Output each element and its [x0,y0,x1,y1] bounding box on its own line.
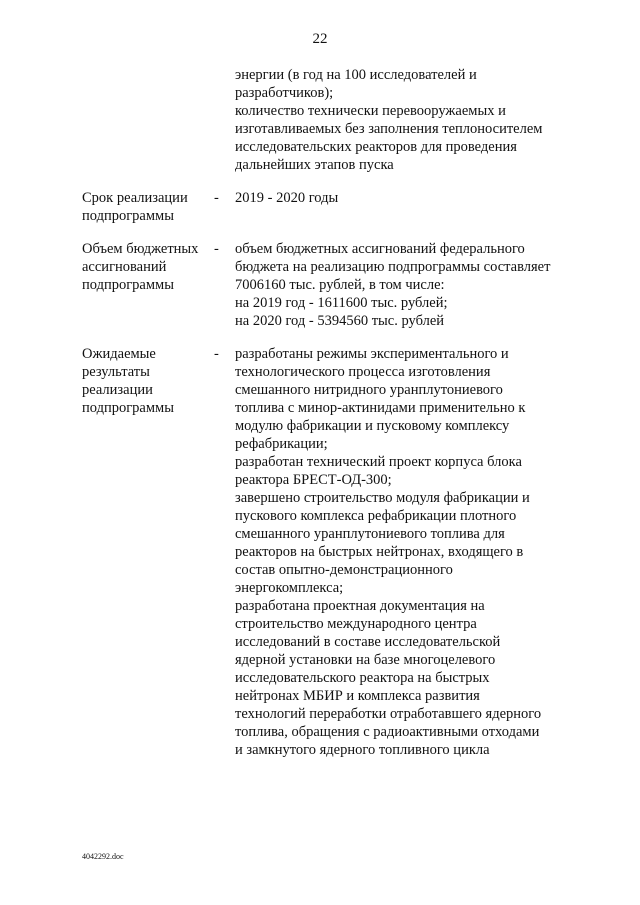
text-line: топлива, обращения с радиоактивными отходами [235,724,540,740]
section-label [82,189,206,225]
text-line: разработан технический проект корпуса блока [235,454,522,470]
label-line: подпрограммы [82,400,174,416]
text-line: состав опытно-демонстрационного [235,562,453,578]
document-filename: 4042292.doc [82,852,124,861]
text-line: рефабрикации; [235,436,328,452]
section-content [235,240,575,330]
label-line: ассигнований [82,259,167,275]
label-line: Ожидаемые [82,346,156,362]
text-line: 7006160 тыс. рублей, в том числе: [235,277,445,293]
text-line: энергокомплекса; [235,580,344,596]
text-line: 2019 - 2020 годы [235,190,339,206]
text-line: бюджета на реализацию подпрограммы составляет [235,259,551,275]
label-line: реализации [82,382,153,398]
text-line: реактора БРЕСТ-ОД-300; [235,472,392,488]
text-line: строительство международного центра [235,616,477,632]
text-line: изготавливаемых без заполнения теплоносителем [235,121,543,137]
label-line: Объем бюджетных [82,241,199,257]
label-line: Срок реализации [82,190,188,206]
text-line: пускового комплекса рефабрикации плотного [235,508,517,524]
text-line: исследовательского реактора на быстрых [235,670,490,686]
label-line: результаты [82,364,150,380]
section-dash: - [214,346,219,362]
text-line: топлива с минор-актинидами применительно к [235,400,526,416]
text-line: объем бюджетных ассигнований федерального [235,241,525,257]
text-line: количество технически перевооружаемых и [235,103,506,119]
text-line: ядерной установки на базе многоцелевого [235,652,496,668]
section-label [82,240,206,294]
text-line: модулю фабрикации и пусковому комплексу [235,418,510,434]
text-line: смешанного нитридного уранплутониевого [235,382,503,398]
intro-text [235,66,575,174]
label-line: подпрограммы [82,208,174,224]
text-line: разработчиков); [235,85,334,101]
text-line: исследований в составе исследовательской [235,634,501,650]
text-line: на 2020 год - 5394560 тыс. рублей [235,313,445,329]
section-content [235,189,575,207]
text-line: разработаны режимы экспериментального и [235,346,509,362]
text-line: и замкнутого ядерного топливного цикла [235,742,490,758]
text-line: реакторов на быстрых нейтронах, входящего в [235,544,524,560]
text-line: смешанного уранплутониевого топлива для [235,526,505,542]
section-content [235,345,575,759]
label-line: подпрограммы [82,277,174,293]
text-line: разработана проектная документация на [235,598,485,614]
text-line: исследовательских реакторов для проведения [235,139,517,155]
section-label [82,345,206,417]
text-line: нейтронах МБИР и комплекса развития [235,688,480,704]
page-number: 22 [312,31,328,47]
section-dash: - [214,190,219,206]
text-line: завершено строительство модуля фабрикации и [235,490,530,506]
text-line: технологий переработки отработавшего ядерного [235,706,542,722]
text-line: энергии (в год на 100 исследователей и [235,67,477,83]
text-line: дальнейших этапов пуска [235,157,394,173]
text-line: на 2019 год - 1611600 тыс. рублей; [235,295,448,311]
section-dash: - [214,241,219,257]
text-line: технологического процесса изготовления [235,364,491,380]
